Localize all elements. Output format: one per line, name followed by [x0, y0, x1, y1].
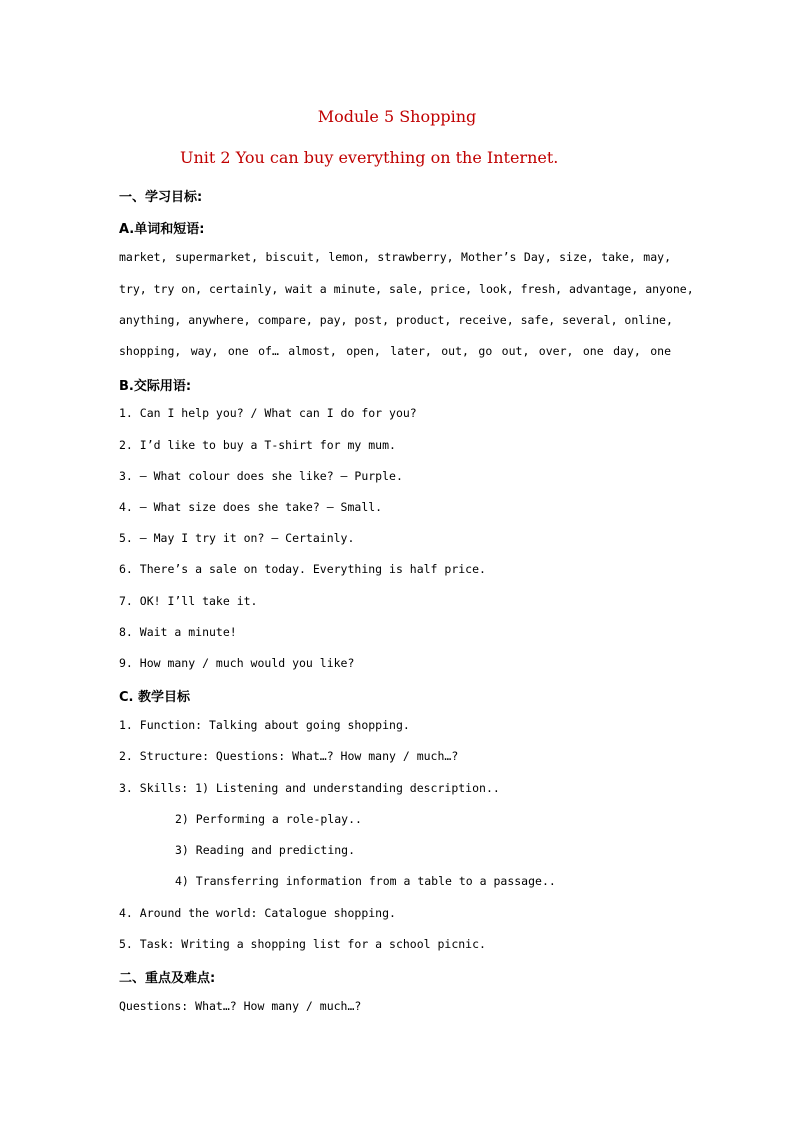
vocabulary-heading: A.单词和短语: [119, 222, 205, 237]
objective-subline: 4) Transferring information from a table to a passage.. [175, 874, 556, 888]
section1-heading: 一、学习目标: [119, 190, 203, 205]
objective-line: 4. Around the world: Catalogue shopping. [119, 906, 396, 920]
expression-line: 1. Can I help you? / What can I do for you? [119, 406, 417, 420]
vocabulary-line: anything, anywhere, compare, pay, post, product, receive, safe, several, online, [119, 313, 673, 327]
expression-line: 7. OK! I’ll take it. [119, 594, 258, 608]
vocabulary-line: try, try on, certainly, wait a minute, sale, price, look, fresh, advantage, anyone, [119, 282, 694, 296]
expression-line: 5. — May I try it on? — Certainly. [119, 531, 355, 545]
expression-line: 6. There’s a sale on today. Everything is half price. [119, 562, 486, 576]
section2-heading: 二、重点及难点: [119, 971, 216, 986]
objective-line: 3. Skills: 1) Listening and understanding description.. [119, 781, 500, 795]
module-title: Module 5 Shopping [317, 107, 477, 126]
expression-line: 8. Wait a minute! [119, 625, 237, 639]
objective-line: 5. Task: Writing a shopping list for a school picnic. [119, 937, 486, 951]
expression-line: 9. How many / much would you like? [119, 656, 355, 670]
objective-subline: 2) Performing a role-play.. [175, 812, 362, 826]
vocabulary-line: market, supermarket, biscuit, lemon, strawberry, Mother’s Day, size, take, may, [119, 250, 671, 264]
objective-subline: 3) Reading and predicting. [175, 843, 356, 857]
expressions-heading: B.交际用语: [119, 379, 192, 394]
objective-line: 1. Function: Talking about going shopping. [119, 718, 410, 732]
objective-line: 2. Structure: Questions: What…? How many / much…? [119, 749, 459, 763]
expression-line: 2. I’d like to buy a T-shirt for my mum. [119, 438, 396, 452]
unit-title: Unit 2 You can buy everything on the Internet. [180, 148, 559, 167]
teaching-objectives-heading: C. 教学目标 [119, 690, 191, 705]
expression-line: 4. — What size does she take? — Small. [119, 500, 383, 514]
expression-line: 3. — What colour does she like? — Purple. [119, 469, 403, 483]
key-points-line: Questions: What…? How many / much…? [119, 999, 362, 1013]
vocabulary-line: shopping, way, one of… almost, open, later, out, go out, over, one day, one [119, 344, 671, 358]
